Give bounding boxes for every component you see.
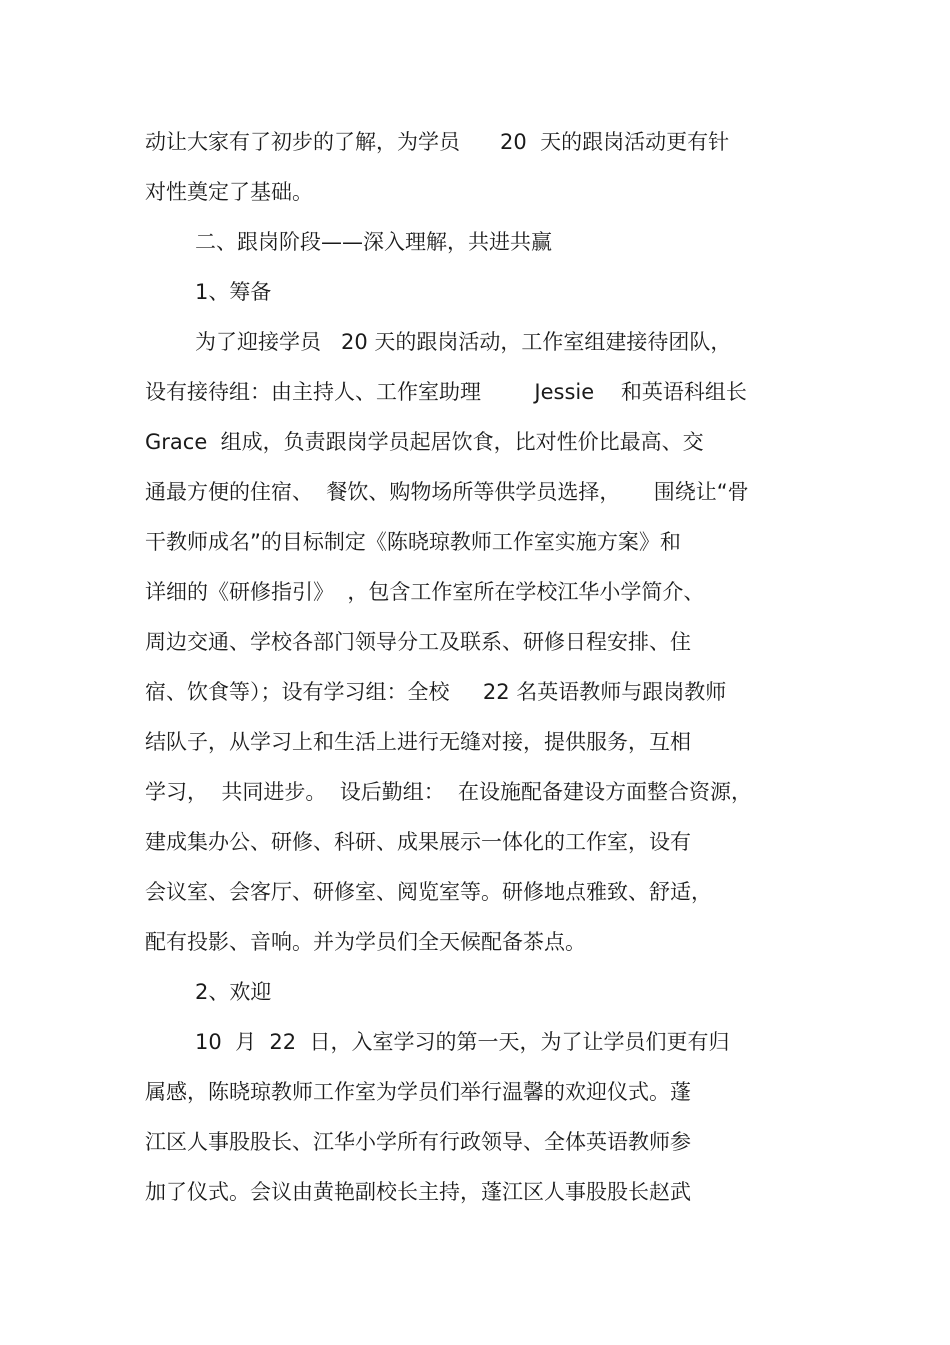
text-line-11: 周边交通、学校各部门领导分工及联系、研修日程安排、住 [145, 630, 691, 654]
text-line-21: 江区人事股股长、江华小学所有行政领导、全体英语教师参 [145, 1130, 691, 1154]
subheading-welcome: 2、欢迎 [195, 980, 272, 1004]
text-line-19: 10 月 22 日，入室学习的第一天，为了让学员们更有归 [195, 1030, 730, 1054]
text-line-6: 设有接待组：由主持人、工作室助理 Jessie 和英语科组长 [145, 380, 747, 404]
text-line-17: 配有投影、音响。并为学员们全天候配备茶点。 [145, 930, 586, 954]
text-line-12: 宿、饮食等）；设有学习组：全校 22 名英语教师与跟岗教师 [145, 680, 727, 704]
text-line-9: 干教师成名”的目标制定《陈晓琼教师工作室实施方案》和 [145, 530, 681, 554]
text-line-7: Grace 组成，负责跟岗学员起居饮食，比对性价比最高、交 [145, 430, 704, 454]
text-line-22: 加了仪式。会议由黄艳副校长主持，蓬江区人事股股长赵武 [145, 1180, 691, 1204]
text-line-8: 通最方便的住宿、 餐饮、购物场所等供学员选择， 围绕让“骨 [145, 480, 749, 504]
text-line-1: 动让大家有了初步的了解，为学员 20 天的跟岗活动更有针 [145, 130, 730, 154]
text-line-20: 属感，陈晓琼教师工作室为学员们举行温馨的欢迎仪式。蓬 [145, 1080, 691, 1104]
text-line-2: 对性奠定了基础。 [145, 180, 313, 204]
text-line-10: 详细的《研修指引》 ，包含工作室所在学校江华小学简介、 [145, 580, 705, 604]
text-line-14: 学习， 共同进步。 设后勤组： 在设施配备建设方面整合资源， [145, 780, 753, 804]
text-line-16: 会议室、会客厅、研修室、阅览室等。研修地点雅致、舒适， [145, 880, 712, 904]
text-line-13: 结队子，从学习上和生活上进行无缝对接，提供服务，互相 [145, 730, 691, 754]
text-line-15: 建成集办公、研修、科研、成果展示一体化的工作室，设有 [145, 830, 691, 854]
subheading-preparation: 1、筹备 [195, 280, 272, 304]
text-line-5: 为了迎接学员 20 天的跟岗活动，工作室组建接待团队， [195, 330, 732, 354]
section-heading-2: 二、跟岗阶段——深入理解，共进共赢 [195, 230, 552, 254]
